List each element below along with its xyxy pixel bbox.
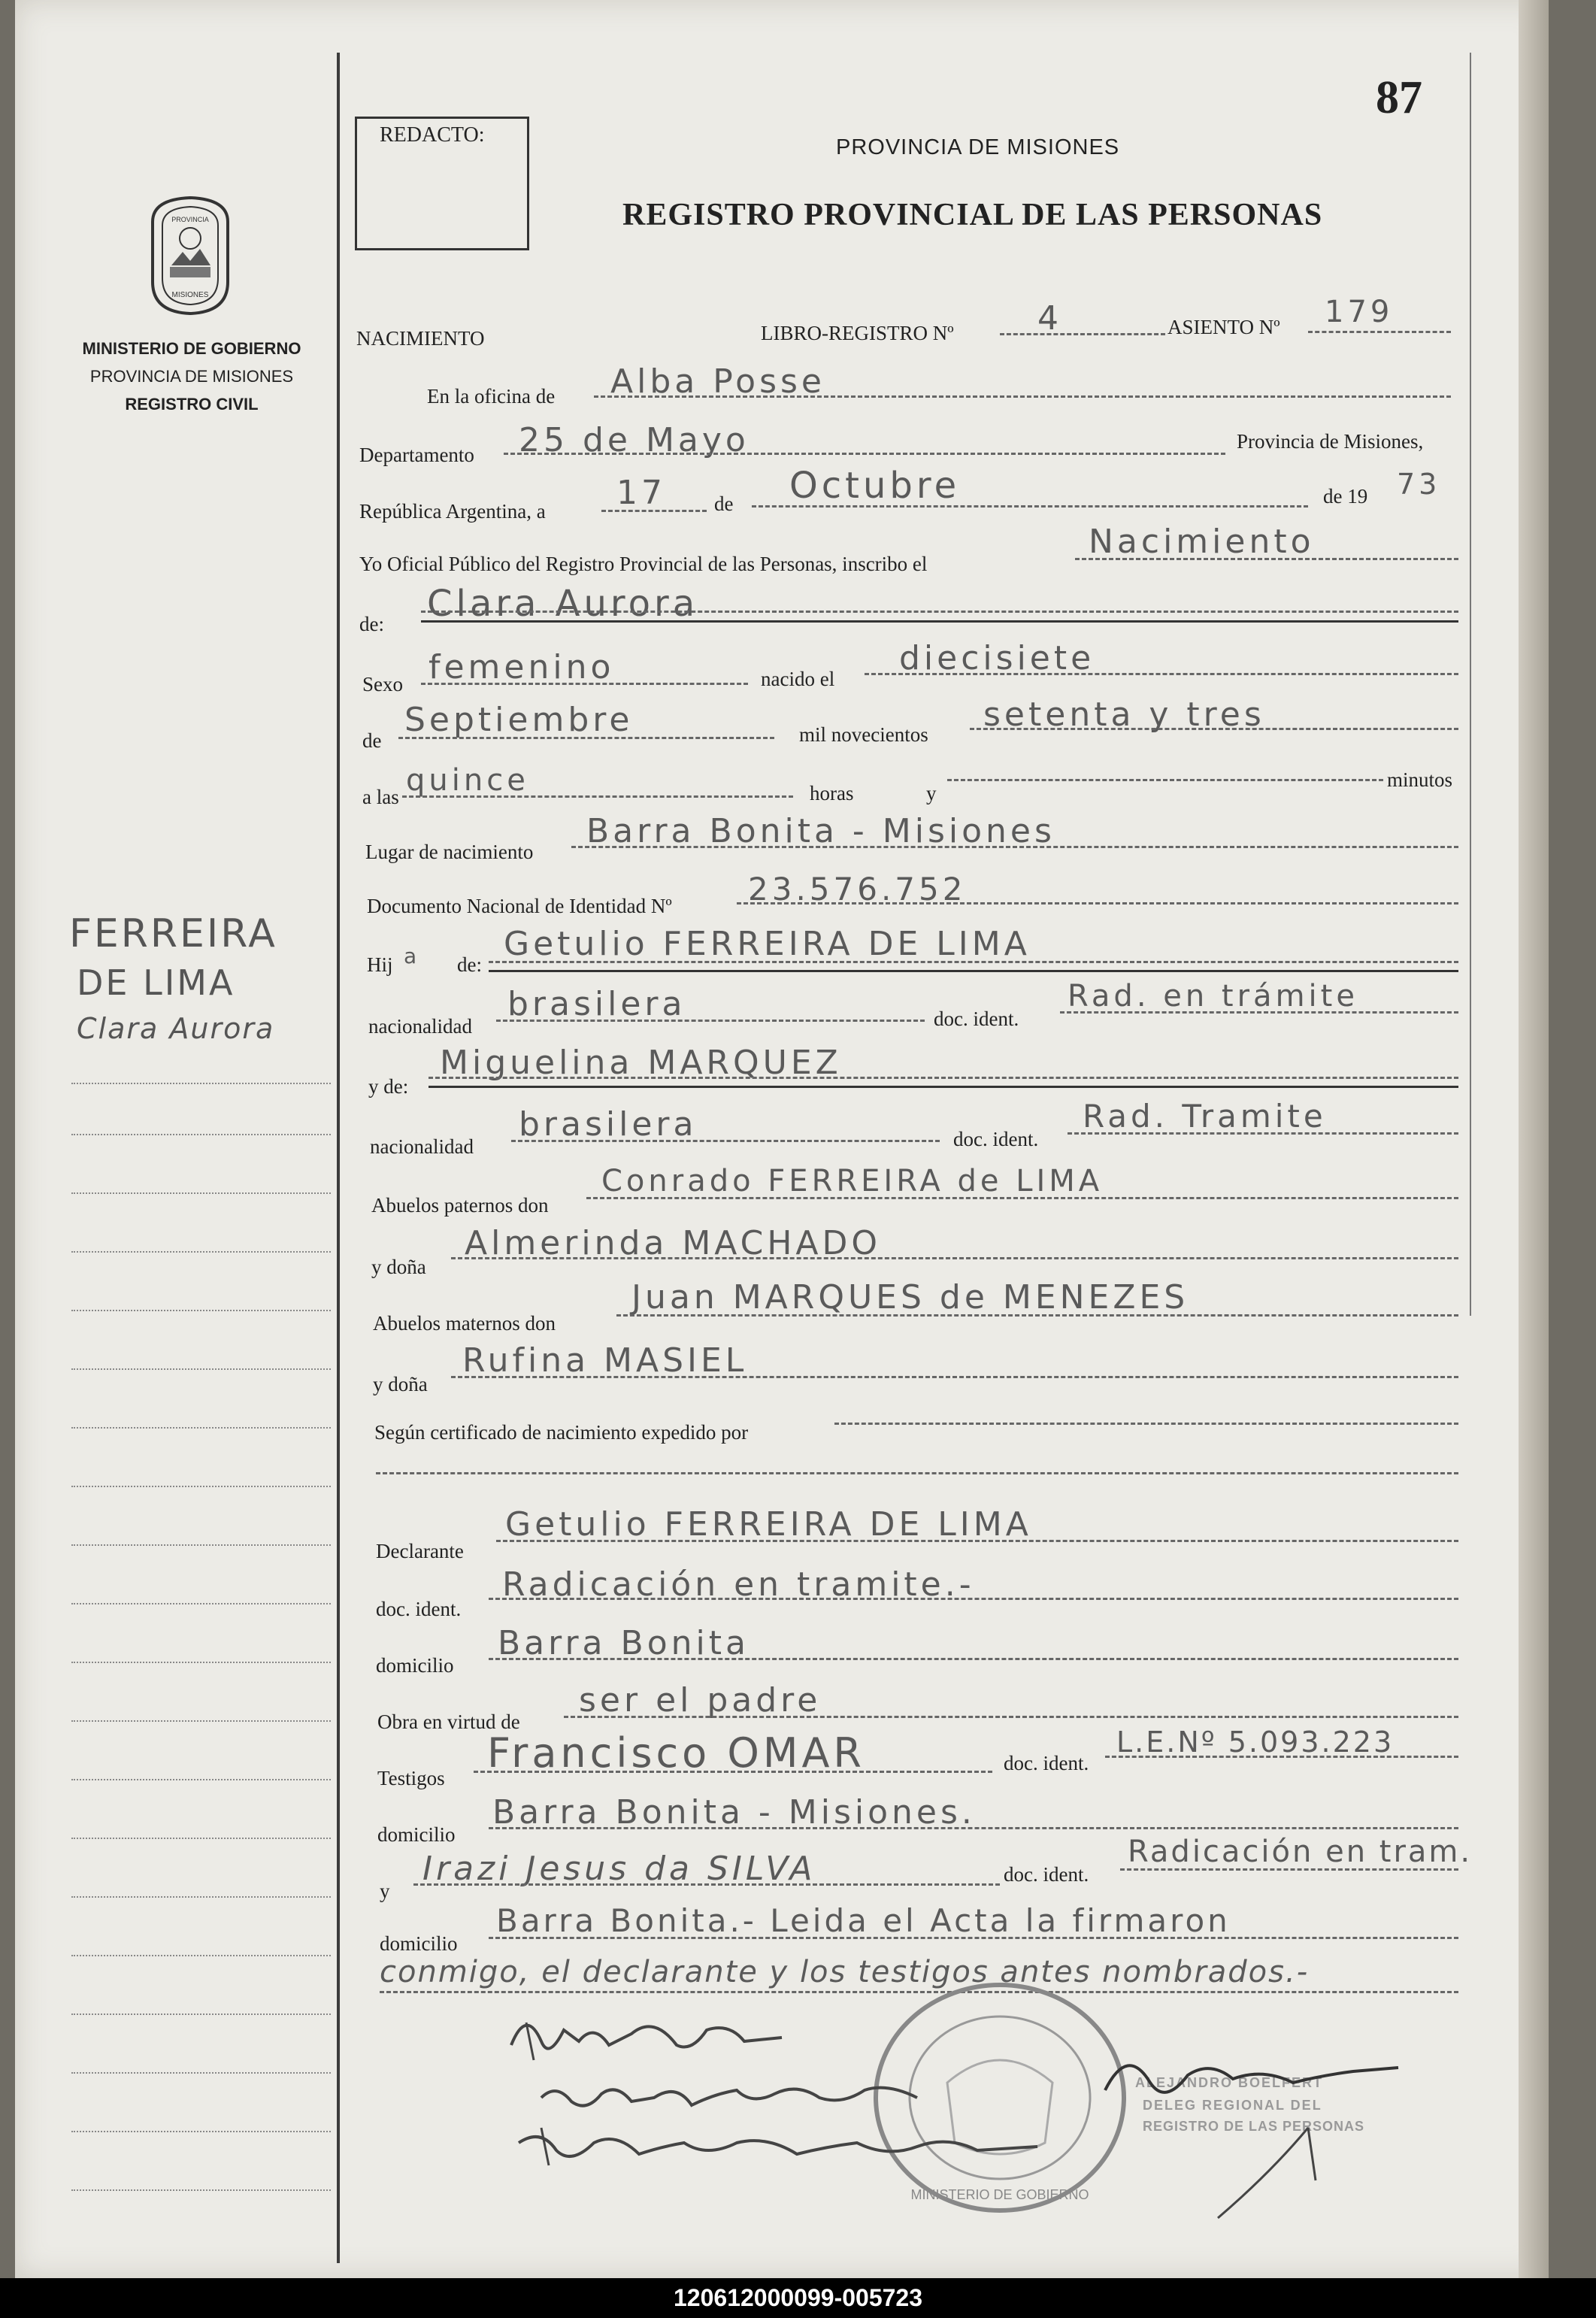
sexo-label: Sexo [362, 673, 403, 695]
right-divider [1470, 53, 1471, 1316]
lugar-label: Lugar de nacimiento [365, 841, 534, 863]
document-id: 120612000099-005723 [674, 2284, 922, 2311]
de-colon-label: de: [359, 613, 384, 635]
minutos-label: minutos [1387, 768, 1453, 791]
departamento-value: 25 de Mayo [519, 421, 750, 459]
registrar-title-2: REGISTRO DE LAS PERSONAS [1143, 2119, 1365, 2134]
mil-value: setenta y tres [983, 695, 1265, 734]
republica-label: República Argentina, a [359, 500, 546, 523]
redacto-box [355, 117, 529, 250]
testigo1-doc-label: doc. ident. [1004, 1752, 1089, 1774]
nacido-value: diecisiete [899, 639, 1095, 677]
sexo-value: femenino [429, 648, 615, 686]
decl-doc-value: Radicación en tramite.- [502, 1565, 975, 1604]
madre-doc-value: Rad. Tramite [1083, 1098, 1327, 1135]
nombre-value: Clara Aurora [427, 583, 699, 625]
obra-value: ser el padre [579, 1681, 822, 1720]
alas-label: a las [362, 786, 399, 808]
mes2-value: Septiembre [404, 701, 634, 739]
abmat-value: Juan MARQUES de MENEZES [631, 1278, 1189, 1317]
padre-doc-label: doc. ident. [934, 1007, 1019, 1030]
page-title: REGISTRO PROVINCIAL DE LAS PERSONAS [622, 198, 1323, 232]
hijo-de-label: de: [457, 953, 482, 976]
round-stamp-text: MINISTERIO DE GOBIERNO [910, 2187, 1089, 2202]
testigo2-dom-value: Barra Bonita.- Leida el Acta la firmaron [496, 1902, 1231, 1939]
abpat-label: Abuelos paternos don [371, 1194, 549, 1217]
asiento-value: 179 [1325, 295, 1394, 329]
mes-value: Octubre [789, 465, 961, 507]
province-seal-icon [141, 192, 239, 318]
provincia-label: Provincia de Misiones, [1237, 430, 1424, 453]
oficina-value: Alba Posse [610, 362, 826, 401]
dia-value: 17 [616, 474, 666, 512]
libro-value: 4 [1037, 299, 1062, 338]
abmat2-value: Rufina MASIEL [462, 1341, 748, 1380]
footer-bar [0, 2278, 1596, 2318]
inscribo-value: Nacimiento [1089, 523, 1315, 561]
margin-surname2: DE LIMA [77, 962, 235, 1003]
testigo1-value: Francisco OMAR [487, 1729, 865, 1777]
redacto-label: REDACTO: [380, 123, 485, 147]
asiento-label: ASIENTO Nº [1167, 316, 1280, 338]
horas-label: horas [810, 782, 854, 804]
y-label: y [926, 782, 937, 804]
abpat-value: Conrado FERREIRA de LIMA [601, 1164, 1104, 1198]
ministry-line1: MINISTERIO DE GOBIERNO [82, 339, 301, 358]
testigo2-dom-label: domicilio [380, 1932, 458, 1955]
de2-label: de [362, 729, 382, 752]
nacido-label: nacido el [761, 668, 835, 690]
page-number: 87 [1376, 72, 1422, 123]
decl-dom-value: Barra Bonita [498, 1624, 750, 1662]
testigo2-value: Irazi Jesus da SILVA [422, 1850, 816, 1888]
y-testigo-label: y [380, 1880, 390, 1902]
dni-label: Documento Nacional de Identidad Nº [367, 895, 672, 917]
libro-label: LIBRO-REGISTRO Nº [761, 322, 954, 344]
dni-value: 23.576.752 [748, 871, 967, 908]
madre-doc-label: doc. ident. [953, 1128, 1039, 1150]
madre-underline [429, 1086, 1458, 1088]
decl-doc-label: doc. ident. [376, 1598, 462, 1620]
decl-dom-label: domicilio [376, 1654, 454, 1677]
margin-divider [337, 53, 340, 2263]
ministry-line3: REGISTRO CIVIL [125, 395, 259, 414]
nacimiento-label: NACIMIENTO [356, 327, 485, 350]
padre-nac-label: nacionalidad [368, 1015, 472, 1038]
de-label: de [714, 492, 734, 515]
madre-nac-label: nacionalidad [370, 1135, 474, 1158]
hora-value: quince [406, 763, 529, 798]
closing-text: conmigo, el declarante y los testigos antes nombrados.- [380, 1955, 1310, 1989]
margin-given-names: Clara Aurora [77, 1012, 275, 1045]
declarante-label: Declarante [376, 1540, 464, 1562]
hijo-label: Hij [367, 953, 393, 976]
declarante-value: Getulio FERREIRA DE LIMA [505, 1505, 1032, 1544]
ydona-label-1: y doña [371, 1256, 426, 1278]
inscribo-label: Yo Oficial Público del Registro Provincial de las Personas, inscribo el [359, 553, 928, 575]
ministry-line2: PROVINCIA DE MISIONES [89, 367, 294, 386]
yde-label: y de: [368, 1075, 409, 1098]
ydona-label-2: y doña [373, 1373, 428, 1395]
testigo1-dom-value: Barra Bonita - Misiones. [492, 1793, 976, 1832]
anio-value: 73 [1397, 468, 1441, 501]
seal-bottom-text: MISIONES [171, 291, 209, 299]
oficina-label: En la oficina de [427, 385, 556, 408]
madre-nac-value: brasilera [519, 1105, 698, 1144]
registrar-name: ALEJANDRO BOELFERT [1135, 2075, 1324, 2090]
madre-value: Miguelina MARQUEZ [440, 1044, 842, 1082]
seal-top-text: PROVINCIA [171, 216, 209, 223]
registrar-title-1: DELEG REGIONAL DEL [1143, 2098, 1322, 2113]
page-edge [1519, 0, 1549, 2278]
abpat2-value: Almerinda MACHADO [465, 1224, 882, 1262]
departamento-label: Departamento [359, 444, 474, 466]
padre-value: Getulio FERREIRA DE LIMA [504, 925, 1031, 963]
padre-nac-value: brasilera [507, 985, 686, 1023]
testigo1-doc-value: L.E.Nº 5.093.223 [1116, 1726, 1395, 1759]
mil-label: mil novecientos [799, 723, 928, 746]
testigo1-dom-label: domicilio [377, 1823, 456, 1846]
lugar-value: Barra Bonita - Misiones [586, 812, 1055, 850]
padre-underline [489, 970, 1458, 972]
ministry-block [53, 335, 331, 418]
anio-prefix-label: de 19 [1323, 485, 1368, 508]
margin-surname1: FERREIRA [69, 911, 277, 956]
segun-label: Según certificado de nacimiento expedido por [374, 1421, 749, 1444]
abmat-label: Abuelos maternos don [373, 1312, 556, 1335]
padre-doc-value: Rad. en trámite [1068, 979, 1358, 1014]
hijo-suffix: a [404, 944, 421, 968]
nombre-underline [421, 620, 1458, 623]
testigo2-doc-label: doc. ident. [1004, 1863, 1089, 1886]
obra-label: Obra en virtud de [377, 1710, 520, 1733]
testigos-label: Testigos [377, 1767, 445, 1789]
province-heading: PROVINCIA DE MISIONES [836, 135, 1120, 159]
testigo2-doc-value: Radicación en tram. [1128, 1835, 1473, 1869]
